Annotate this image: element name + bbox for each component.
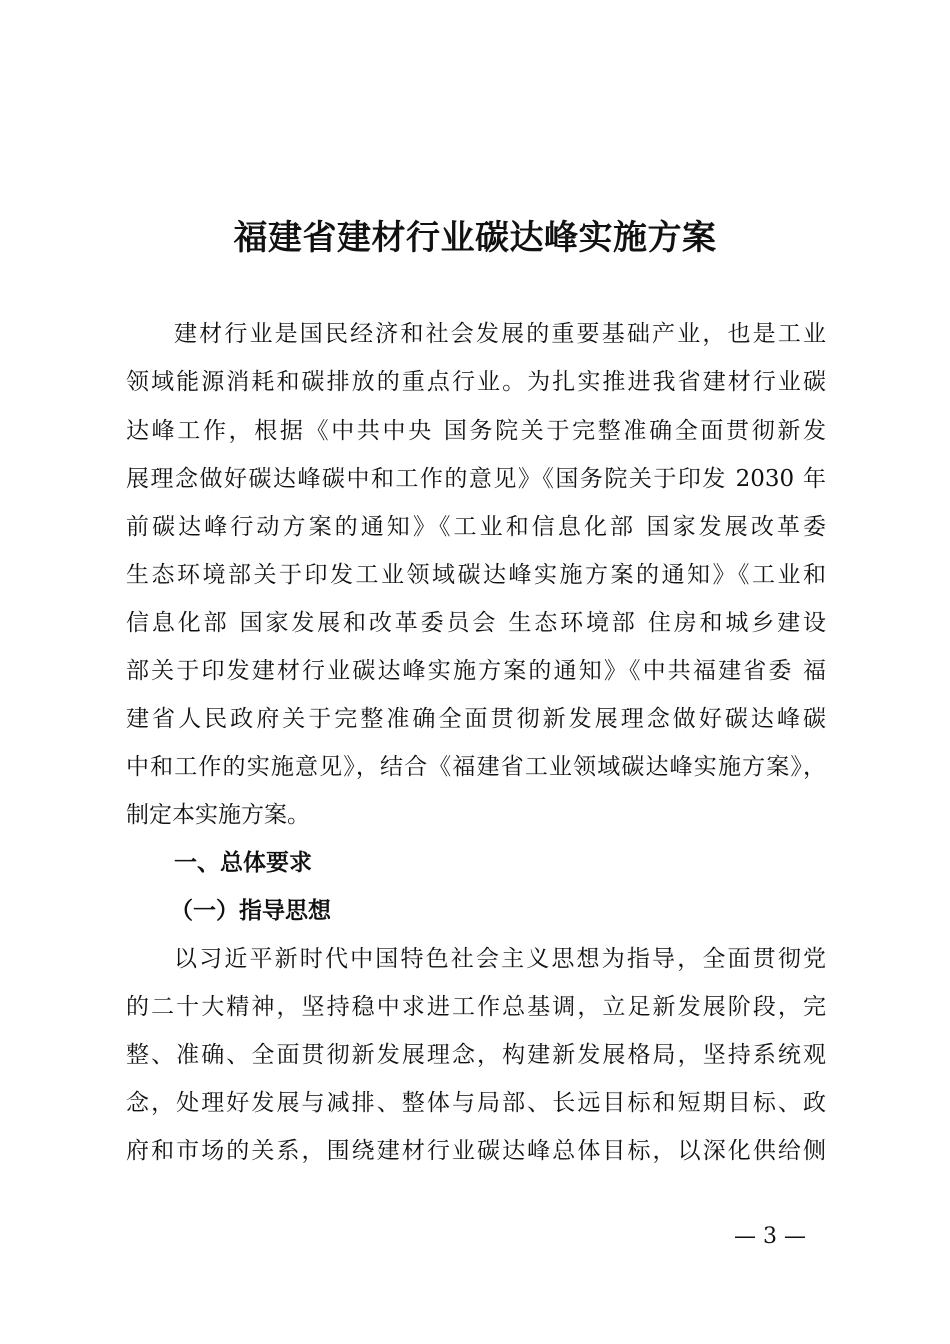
body-text-line: 前碳达峰行动方案的通知》《工业和信息化部 国家发展改革委 xyxy=(126,514,826,540)
subsection-heading: （一）指导思想 xyxy=(170,898,331,924)
body-text-line: 建省人民政府关于完整准确全面贯彻新发展理念做好碳达峰碳 xyxy=(126,706,826,732)
body-text-line: 信息化部 国家发展和改革委员会 生态环境部 住房和城乡建设 xyxy=(126,610,826,636)
body-text-line: 府和市场的关系，围绕建材行业碳达峰总体目标，以深化供给侧 xyxy=(126,1138,826,1164)
body-text-line: 中和工作的实施意见》，结合《福建省工业领域碳达峰实施方案》， xyxy=(126,754,826,780)
body-text-line: 以习近平新时代中国特色社会主义思想为指导，全面贯彻党 xyxy=(174,946,826,972)
body-text-line: 展理念做好碳达峰碳中和工作的意见》《国务院关于印发 2030 年 xyxy=(126,466,826,492)
body-text-line: 达峰工作，根据《中共中央 国务院关于完整准确全面贯彻新发 xyxy=(126,418,826,444)
section-heading: 一、总体要求 xyxy=(174,850,312,876)
body-text-line: 生态环境部关于印发工业领域碳达峰实施方案的通知》《工业和 xyxy=(126,562,826,588)
body-text-line: 的二十大精神，坚持稳中求进工作总基调，立足新发展阶段，完 xyxy=(126,994,826,1020)
body-text-line: 建材行业是国民经济和社会发展的重要基础产业，也是工业 xyxy=(174,321,826,347)
body-text-line: 整、准确、全面贯彻新发展理念，构建新发展格局，坚持系统观 xyxy=(126,1042,826,1068)
page-number: — 3 — xyxy=(734,1224,806,1249)
body-text-line: 部关于印发建材行业碳达峰实施方案的通知》《中共福建省委 福 xyxy=(126,658,826,684)
body-text-line: 制定本实施方案。 xyxy=(126,802,310,828)
body-text-line: 念，处理好发展与减排、整体与局部、长远目标和短期目标、政 xyxy=(126,1090,826,1116)
document-title: 福建省建材行业碳达峰实施方案 xyxy=(233,218,717,258)
body-text-line: 领域能源消耗和碳排放的重点行业。为扎实推进我省建材行业碳 xyxy=(126,369,826,395)
